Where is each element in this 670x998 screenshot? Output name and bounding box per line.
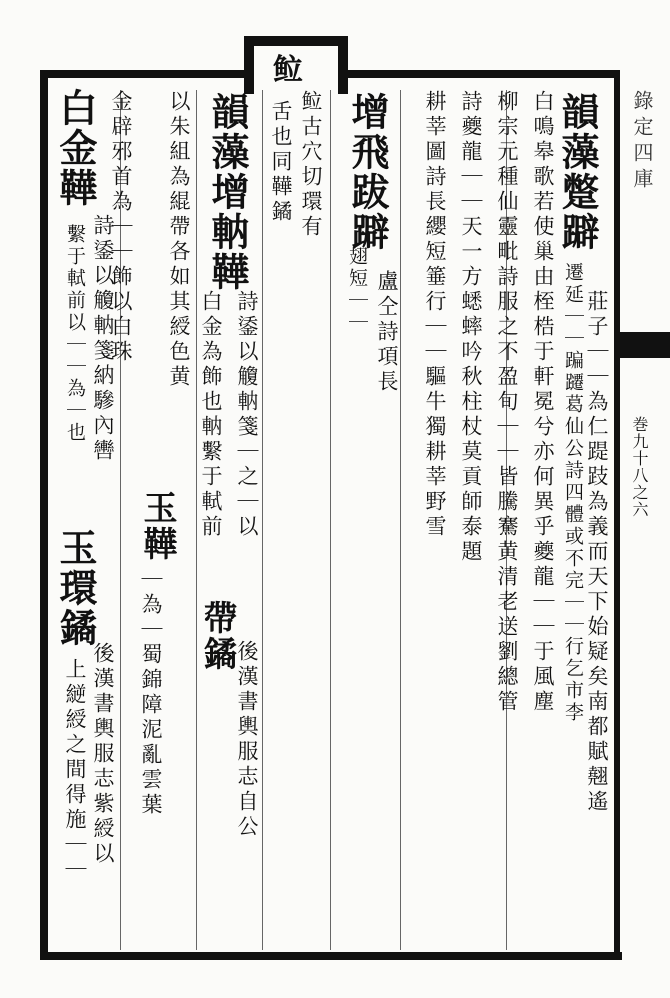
entry-text: 莊子｜｜為仁踶跂為義而天下始疑矣南都賦翹遙 [585, 290, 609, 815]
frame-top-rule-right [344, 70, 620, 78]
edge-black-bar [620, 332, 670, 358]
entry-text: 詩鋈以觼軜箋｜之｜以 [235, 290, 259, 540]
entry-subhead: 玉鞾 [137, 490, 177, 562]
entry-text: 耕莘圖詩長纓短箠行｜｜驅牛獨耕莘野雪 [423, 90, 447, 540]
entry-subhead: 帶鐍 [197, 600, 237, 672]
entry-text: 後漢書輿服志自公 [235, 640, 259, 840]
entry-text: 以朱組為緄帶各如其綬色黄 [167, 90, 191, 390]
entry-head: 韻藻蹩躃 [555, 92, 600, 252]
entry-head: 白金鞾 [53, 88, 98, 208]
entry-text: 後漢書輿服志紫綬以 [91, 642, 115, 867]
entry-text: 䲞古穴切環有 [299, 90, 323, 240]
corner-fragment: 錄定四庫 [630, 90, 654, 194]
frame-top-rule-left [40, 70, 250, 78]
entry-text: 盧仝詩項長 [375, 270, 399, 395]
entry-text: 詩夔龍｜｜天一方蟋蟀吟秋柱杖莫貢師泰題 [459, 90, 483, 565]
tab-left-rule [244, 36, 254, 94]
tab-right-rule [338, 36, 348, 94]
tab-label: 䲞 [273, 53, 303, 88]
entry-head: 增飛跋躃 [345, 92, 390, 252]
side-note: 巻九十八之六 [630, 416, 649, 518]
entry-head: 韻藻增軜鞾 [205, 92, 250, 292]
entry-text: 翅短｜｜ [346, 246, 368, 334]
column-divider [330, 90, 331, 950]
entry-text: 金辟邪首為｜｜飾以白珠 [109, 90, 133, 365]
entry-text: 遷延｜｜蹁躚葛仙公詩四體或不完｜｜行乞市李 [562, 262, 584, 724]
entry-text: 舌也同鞾鐍 [269, 100, 293, 225]
entry-text: 繫于軾前以｜｜為｜也 [64, 224, 86, 444]
frame-left-rule [40, 70, 48, 960]
frame-bottom-rule [40, 952, 622, 960]
tab-top-rule [244, 36, 348, 46]
entry-text: ｜為｜蜀錦障泥亂雲葉 [139, 568, 163, 818]
frame-right-rule [614, 70, 620, 960]
column-divider [400, 90, 401, 950]
entry-text: 白鳴皋歌若使巢由桎梏于軒冕兮亦何異乎夔龍｜｜于風塵 [531, 90, 555, 715]
entry-text: 詩鋈以觼軜箋納驂內轡 [91, 214, 115, 464]
entry-text: 柳宗元種仙靈毗詩服之不盈旬｜｜皆騰騫黄清老送劉總管 [495, 90, 519, 715]
entry-text: 白金為飾也軜繫于軾前 [199, 290, 223, 540]
entry-head: 玉環鐍 [53, 528, 98, 648]
entry-text: 上縌綬之間得施｜｜ [63, 658, 87, 883]
column-divider [262, 90, 263, 950]
